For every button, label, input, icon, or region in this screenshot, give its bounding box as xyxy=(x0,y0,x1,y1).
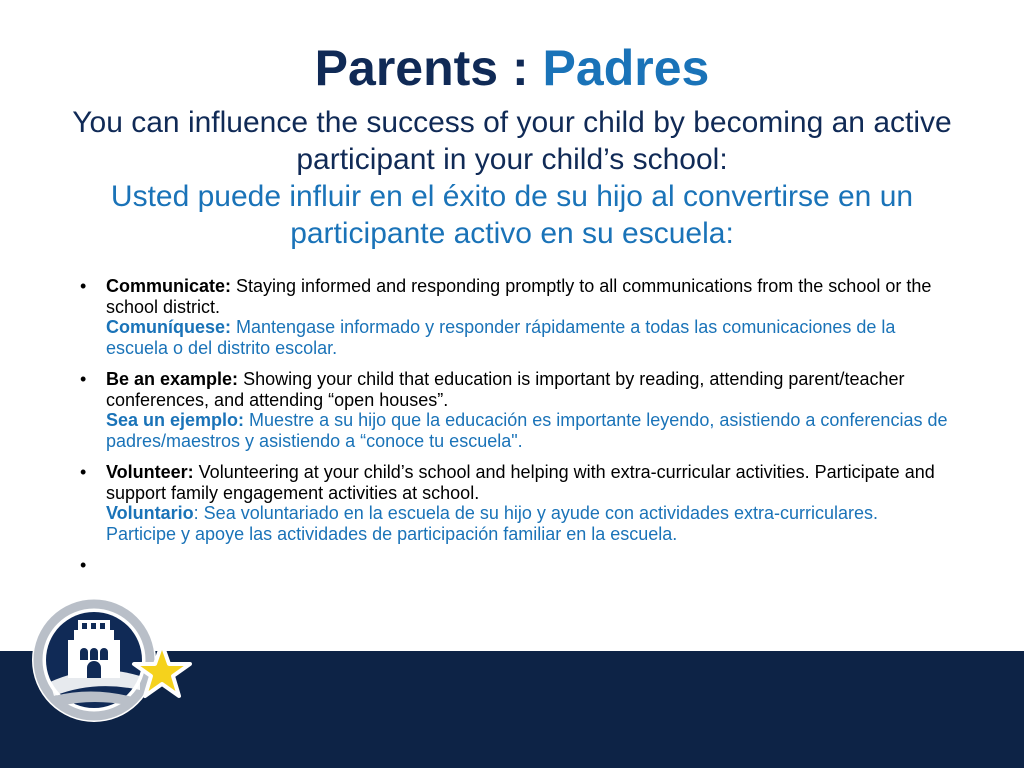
slide-title xyxy=(0,40,1024,96)
bullet-be-an-example xyxy=(80,369,950,451)
bullet-body-spanish: Muestre a su hijo que la educación es importante leyendo, asistiendo a conferencias de padres/maestros y asistiendo a “conoce tu escuela". xyxy=(106,410,948,451)
bullet-english-text xyxy=(106,276,950,317)
bullet-lead-english: Communicate: xyxy=(106,276,232,296)
bullet-body-spanish: Mantengase informado y responder rápidamente a todas las comunicaciones de la escuela o del distrito escolar. xyxy=(106,317,896,358)
bullet-lead-english: Be an example: xyxy=(106,369,239,389)
bullet-english-text xyxy=(106,462,950,503)
bullet-volunteer xyxy=(80,462,950,544)
bullet-marker: • xyxy=(80,555,87,575)
subtitle-spanish: Usted puede influir en el éxito de su hijo al convertirse en un participante activo en su escuela: xyxy=(110,180,914,250)
title-english: Parents : xyxy=(314,40,543,96)
bullet-spanish-text xyxy=(106,410,950,451)
logo-building-upper xyxy=(74,630,114,642)
bullet-lead-spanish: Voluntario xyxy=(106,503,194,523)
logo-arch-window xyxy=(90,648,98,660)
title-spanish: Padres xyxy=(542,40,710,96)
logo-window xyxy=(100,623,105,629)
bullet-body-english: Showing your child that education is important by reading, attending parent/teacher conferences, and attending “open houses”. xyxy=(106,369,905,410)
logo-arch-window xyxy=(80,648,88,660)
school-district-logo-icon xyxy=(24,590,200,730)
subtitle-english: You can influence the success of your child by becoming an active participant in your child’s school: xyxy=(72,106,952,176)
bullet-lead-spanish: Comuníquese: xyxy=(106,317,232,337)
bullet-body-spanish: : Sea voluntariado en la escuela de su hijo y ayude con actividades extra-curriculares. Participe y apoye las actividades de participación familiar en la escuela. xyxy=(106,503,879,544)
bullet-marker: • xyxy=(80,462,87,482)
bullet-list xyxy=(80,276,950,587)
logo-window xyxy=(91,623,96,629)
slide-subtitle xyxy=(60,104,964,252)
bullet-communicate xyxy=(80,276,950,358)
logo-arch-window xyxy=(100,648,108,660)
bullet-english-text xyxy=(106,369,950,410)
bullet-lead-spanish: Sea un ejemplo: xyxy=(106,410,245,430)
bullet-marker: • xyxy=(80,369,87,389)
bullet-lead-english: Volunteer: xyxy=(106,462,194,482)
bullet-marker: • xyxy=(80,276,87,296)
bullet-spanish-text xyxy=(106,503,950,544)
bullet-body-english: Volunteering at your child’s school and helping with extra-curricular activities. Participate and support family engagement activities at school. xyxy=(106,462,935,503)
logo-window xyxy=(82,623,87,629)
logo-door xyxy=(87,661,101,678)
bullet-body-english: Staying informed and responding promptly to all communications from the school or the school district. xyxy=(106,276,932,317)
bullet-empty xyxy=(80,555,950,576)
bullet-spanish-text xyxy=(106,317,950,358)
